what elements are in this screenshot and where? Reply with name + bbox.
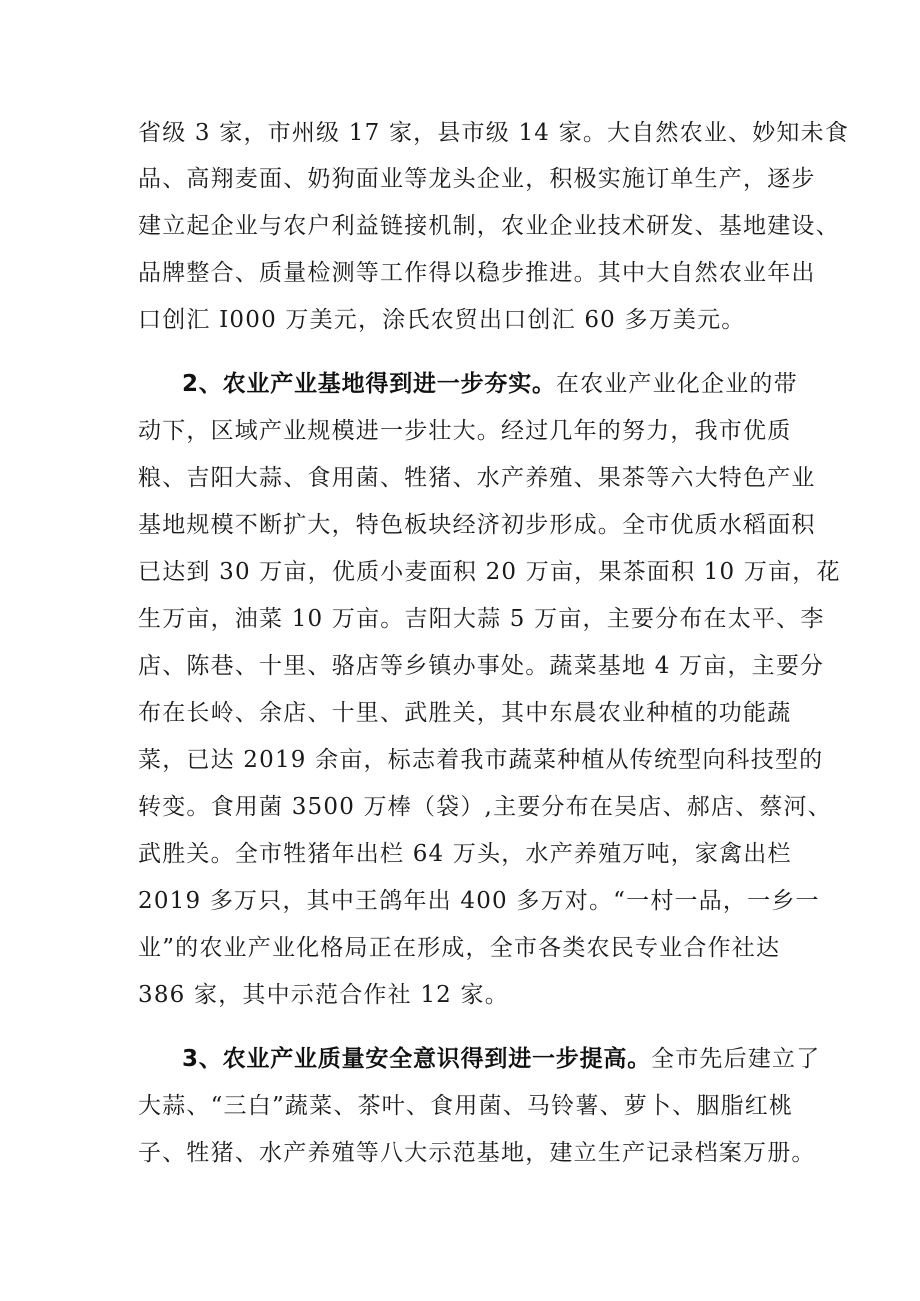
paragraph2-line-11: 武胜关。全市牲猪年出栏 64 万头，水产养殖万吨，家禽出栏	[138, 841, 792, 867]
paragraph3-line-3: 子、牲猪、水产养殖等八大示范基地，建立生产记录档案万册。	[138, 1140, 816, 1166]
paragraph2-line-5: 已达到 30 万亩，优质小麦面积 20 万亩，果茶面积 10 万亩，花	[138, 559, 841, 585]
paragraph2-line-12: 2019 多万只，其中王鸽年出 400 多万对。“一村一品，一乡一	[138, 888, 820, 914]
paragraph3-heading: 3、农业产业质量安全意识得到进一步提高。	[182, 1046, 652, 1072]
paragraph3-first-line	[182, 1044, 920, 1074]
paragraph3-first-line-rest: 全市先后建立了	[651, 1046, 821, 1072]
paragraph2-line-14: 386 家，其中示范合作社 12 家。	[138, 982, 509, 1008]
paragraph2-line-2: 动下，区域产业规模进一步壮大。经过几年的努力，我市优质	[138, 418, 792, 444]
paragraph2-line-9: 菜，已达 2019 余亩，标志着我市蔬菜种植从传统型向科技型的	[138, 747, 824, 773]
paragraph2-line-7: 店、陈巷、十里、骆店等乡镇办事处。蔬菜基地 4 万亩，主要分	[138, 653, 825, 679]
paragraph1-line-4: 品牌整合、质量检测等工作得以稳步推进。其中大自然农业年出	[138, 260, 816, 286]
paragraph2-line-10: 转变。食用菌 3500 万棒（袋）,主要分布在吴店、郝店、蔡河、	[138, 794, 832, 820]
paragraph3-line-2: 大蒜、“三白”蔬菜、茶叶、食用菌、马铃薯、萝卜、胭脂红桃	[138, 1093, 794, 1119]
paragraph2-heading: 2、农业产业基地得到进一步夯实。	[182, 371, 556, 397]
paragraph2-line-13: 业”的农业产业化格局正在形成，全市各类农民专业合作社达	[138, 935, 781, 961]
paragraph2-line-3: 粮、吉阳大蒜、食用菌、牲猪、水产养殖、果茶等六大特色产业	[138, 465, 816, 491]
paragraph2-first-line	[182, 369, 920, 399]
paragraph1-line-3: 建立起企业与农户利益链接机制，农业企业技术研发、基地建设、	[138, 213, 840, 239]
paragraph2-first-line-rest: 在农业产业化企业的带	[555, 371, 798, 397]
paragraph1-line-1: 省级 3 家，市州级 17 家，县市级 14 家。大自然农业、妙知未食	[138, 120, 850, 146]
paragraph2-line-8: 布在长岭、余店、十里、武胜关，其中东晨农业种植的功能蔬	[138, 700, 792, 726]
paragraph2-line-6: 生万亩，油菜 10 万亩。吉阳大蒜 5 万亩，主要分布在太平、李	[138, 606, 825, 632]
paragraph1-line-5: 口创汇 I000 万美元，涂氏农贸出口创汇 60 多万美元。	[138, 307, 746, 333]
paragraph2-line-4: 基地规模不断扩大，特色板块经济初步形成。全市优质水稻面积	[138, 512, 816, 538]
paragraph1-line-2: 品、高翔麦面、奶狗面业等龙头企业，积极实施订单生产，逐步	[138, 166, 816, 192]
